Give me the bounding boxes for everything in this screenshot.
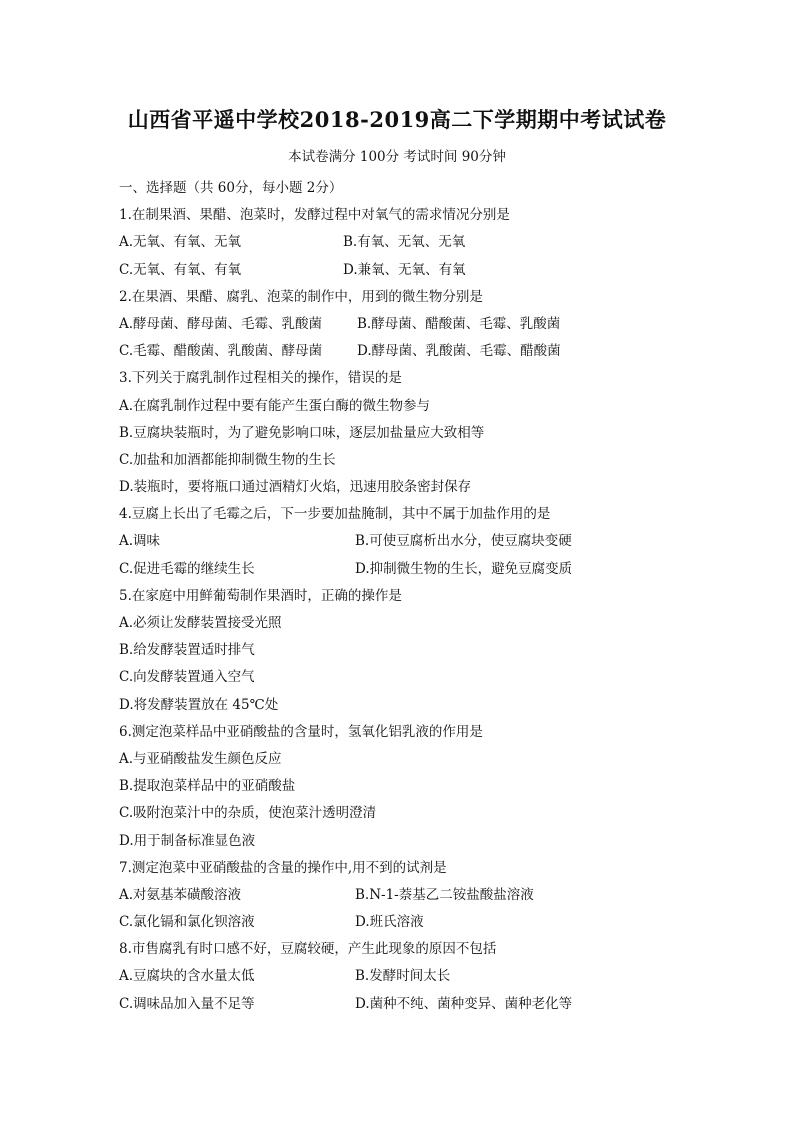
question-8-stem: 8.市售腐乳有时口感不好，豆腐较硬，产生此现象的原因不包括 — [119, 941, 497, 958]
question-7-option-d: D.班氏溶液 — [355, 914, 424, 931]
question-6-stem: 6.测定泡菜样品中亚硝酸盐的含量时，氢氧化铝乳液的作用是 — [119, 723, 483, 740]
question-6-option-a: A.与亚硝酸盐发生颜色反应 — [119, 750, 282, 767]
question-7-option-b: B.N-1-萘基乙二铵盐酸盐溶液 — [355, 886, 534, 903]
question-5-option-c: C.向发酵装置通入空气 — [119, 669, 255, 686]
question-4-option-d: D.抑制微生物的生长，避免豆腐变质 — [355, 560, 573, 577]
question-1-options-row-1 — [119, 229, 719, 256]
question-1-options-row-2 — [119, 257, 719, 284]
question-4-options-row-2 — [119, 556, 719, 583]
question-1-option-c: C.无氧、有氧、有氧 — [119, 261, 242, 278]
exam-content — [119, 175, 719, 1018]
question-8-option-a: A.豆腐块的含水量太低 — [119, 968, 255, 985]
question-7-options-row-1 — [119, 882, 719, 909]
question-3-option-c: C.加盐和加酒都能抑制微生物的生长 — [119, 451, 336, 468]
question-4-option-b: B.可使豆腐析出水分，使豆腐块变硬 — [355, 533, 572, 550]
question-2-option-d: D.酵母菌、乳酸菌、毛霉、醋酸菌 — [357, 343, 561, 360]
question-6-option-d: D.用于制备标准显色液 — [119, 832, 256, 849]
exam-title: 山西省平遥中学校2018-2019高二下学期期中考试试卷 — [127, 107, 667, 132]
question-5-option-a: A.必须让发酵装置接受光照 — [119, 615, 282, 631]
question-1-option-a: A.无氧、有氧、无氧 — [119, 234, 242, 251]
question-6-option-b: B.提取泡菜样品中的亚硝酸盐 — [119, 778, 296, 795]
question-2-option-c: C.毛霉、醋酸菌、乳酸菌、酵母菌 — [119, 343, 323, 360]
question-5-option-d: D.将发酵装置放在 45℃处 — [119, 696, 279, 713]
question-5-option-b: B.给发酵装置适时排气 — [119, 642, 255, 659]
question-6-option-c: C.吸附泡菜汁中的杂质，使泡菜汁透明澄清 — [119, 805, 377, 822]
question-2-option-b: B.酵母菌、醋酸菌、毛霉、乳酸菌 — [357, 315, 561, 332]
question-4-stem: 4.豆腐上长出了毛霉之后，下一步要加盐腌制，其中不属于加盐作用的是 — [119, 506, 551, 523]
question-7-option-a: A.对氨基苯磺酸溶液 — [119, 886, 242, 903]
question-3-option-a: A.在腐乳制作过程中要有能产生蛋白酶的微生物参与 — [119, 397, 431, 414]
question-7-options-row-2 — [119, 909, 719, 936]
question-4-option-c: C.促进毛霉的继续生长 — [119, 560, 255, 577]
question-3-option-b: B.豆腐块装瓶时，为了避免影响口味，逐层加盐量应大致相等 — [119, 424, 485, 441]
question-8-option-c: C.调味品加入量不足等 — [119, 995, 255, 1012]
question-5-stem: 5.在家庭中用鲜葡萄制作果酒时，正确的操作是 — [119, 587, 402, 604]
question-7-option-c: C.氯化镉和氯化钡溶液 — [119, 914, 255, 931]
exam-subtitle: 本试卷满分 100分 考试时间 90分钟 — [288, 149, 506, 165]
question-3-option-d: D.装瓶时，要将瓶口通过酒精灯火焰，迅速用胶条密封保存 — [119, 479, 472, 496]
question-2-options-row-2 — [119, 338, 719, 365]
question-8-option-d: D.菌种不纯、菌种变异、菌种老化等 — [355, 995, 573, 1012]
question-8-option-b: B.发酵时间太长 — [355, 968, 451, 985]
question-8-options-row-2 — [119, 991, 719, 1018]
question-2-stem: 2.在果酒、果醋、腐乳、泡菜的制作中，用到的微生物分别是 — [119, 288, 483, 305]
question-3-stem: 3.下列关于腐乳制作过程相关的操作，错误的是 — [119, 370, 402, 387]
question-1-option-d: D.兼氧、无氧、有氧 — [343, 261, 466, 278]
section-heading: 一、选择题（共 60分，每小题 2分） — [119, 180, 343, 196]
question-1-option-b: B.有氧、无氧、无氧 — [343, 234, 466, 251]
question-4-option-a: A.调味 — [119, 533, 161, 550]
question-7-stem: 7.测定泡菜中亚硝酸盐的含量的操作中,用不到的试剂是 — [119, 859, 447, 876]
question-4-options-row-1 — [119, 528, 719, 555]
question-2-option-a: A.酵母菌、酵母菌、毛霉、乳酸菌 — [119, 315, 323, 332]
question-2-options-row-1 — [119, 311, 719, 338]
question-8-options-row-1 — [119, 963, 719, 990]
question-1-stem: 1.在制果酒、果醋、泡菜时，发酵过程中对氧气的需求情况分别是 — [119, 207, 510, 224]
